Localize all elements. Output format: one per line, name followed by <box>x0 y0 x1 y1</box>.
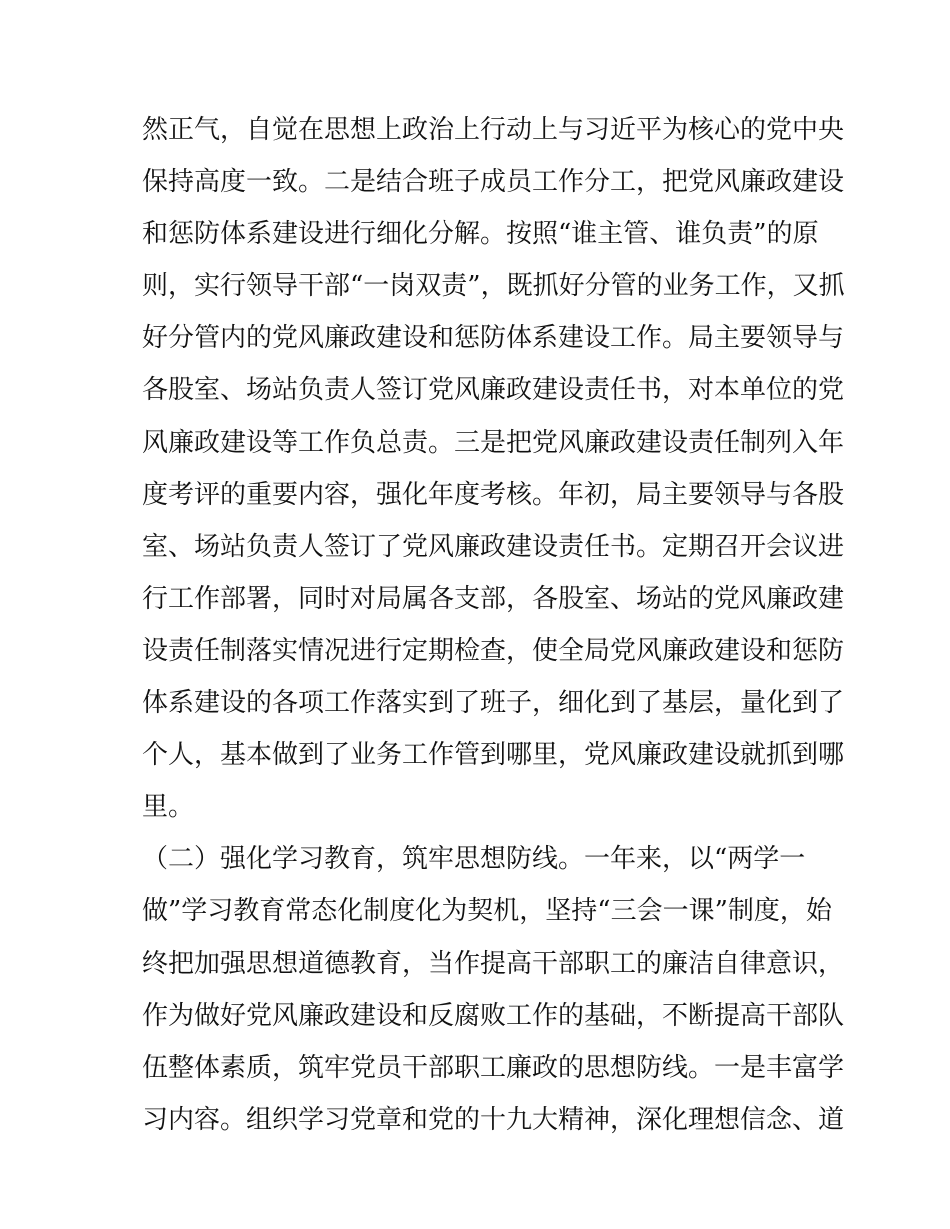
text-line: 室、场站负责人签订了党风廉政建设责任书。定期召开会议进 <box>142 531 845 562</box>
section-heading-line: （二）强化学习教育，筑牢思想防线。一年来，以“两学一 <box>142 844 806 875</box>
text-line: 做”学习教育常态化制度化为契机，坚持“三会一课”制度，始 <box>142 896 832 927</box>
text-line: 度考评的重要内容，强化年度考核。年初，局主要领导与各股 <box>142 479 845 510</box>
text-line: 体系建设的各项工作落实到了班子，细化到了基层，量化到了 <box>142 688 845 719</box>
body-text <box>142 104 845 1146</box>
text-line: 习内容。组织学习党章和党的十九大精神，深化理想信念、道 <box>142 1104 845 1135</box>
text-line: 然正气，自觉在思想上政治上行动上与习近平为核心的党中央 <box>142 115 845 145</box>
text-line: 行工作部署，同时对局属各支部，各股室、场站的党风廉政建 <box>142 583 845 614</box>
text-line: 好分管内的党风廉政建设和惩防体系建设工作。局主要领导与 <box>142 323 845 354</box>
text-line: 风廉政建设等工作负总责。三是把党风廉政建设责任制列入年 <box>142 427 845 458</box>
text-line: 伍整体素质，筑牢党员干部职工廉政的思想防线。一是丰富学 <box>142 1052 845 1083</box>
text-line: 保持高度一致。二是结合班子成员工作分工，把党风廉政建设 <box>142 167 845 198</box>
text-line: 设责任制落实情况进行定期检查，使全局党风廉政建设和惩防 <box>142 635 845 666</box>
text-line: 各股室、场站负责人签订党风廉政建设责任书，对本单位的党 <box>142 375 845 406</box>
text-line: 终把加强思想道德教育，当作提高干部职工的廉洁自律意识， <box>142 948 845 979</box>
text-line: 里。 <box>142 792 195 823</box>
text-line: 个人，基本做到了业务工作管到哪里，党风廉政建设就抓到哪 <box>142 740 845 771</box>
text-line: 则，实行领导干部“一岗双责”，既抓好分管的业务工作，又抓 <box>142 271 845 302</box>
text-line: 作为做好党风廉政建设和反腐败工作的基础，不断提高干部队 <box>142 1000 845 1031</box>
text-line: 和惩防体系建设进行细化分解。按照“谁主管、谁负责”的原 <box>142 219 819 250</box>
